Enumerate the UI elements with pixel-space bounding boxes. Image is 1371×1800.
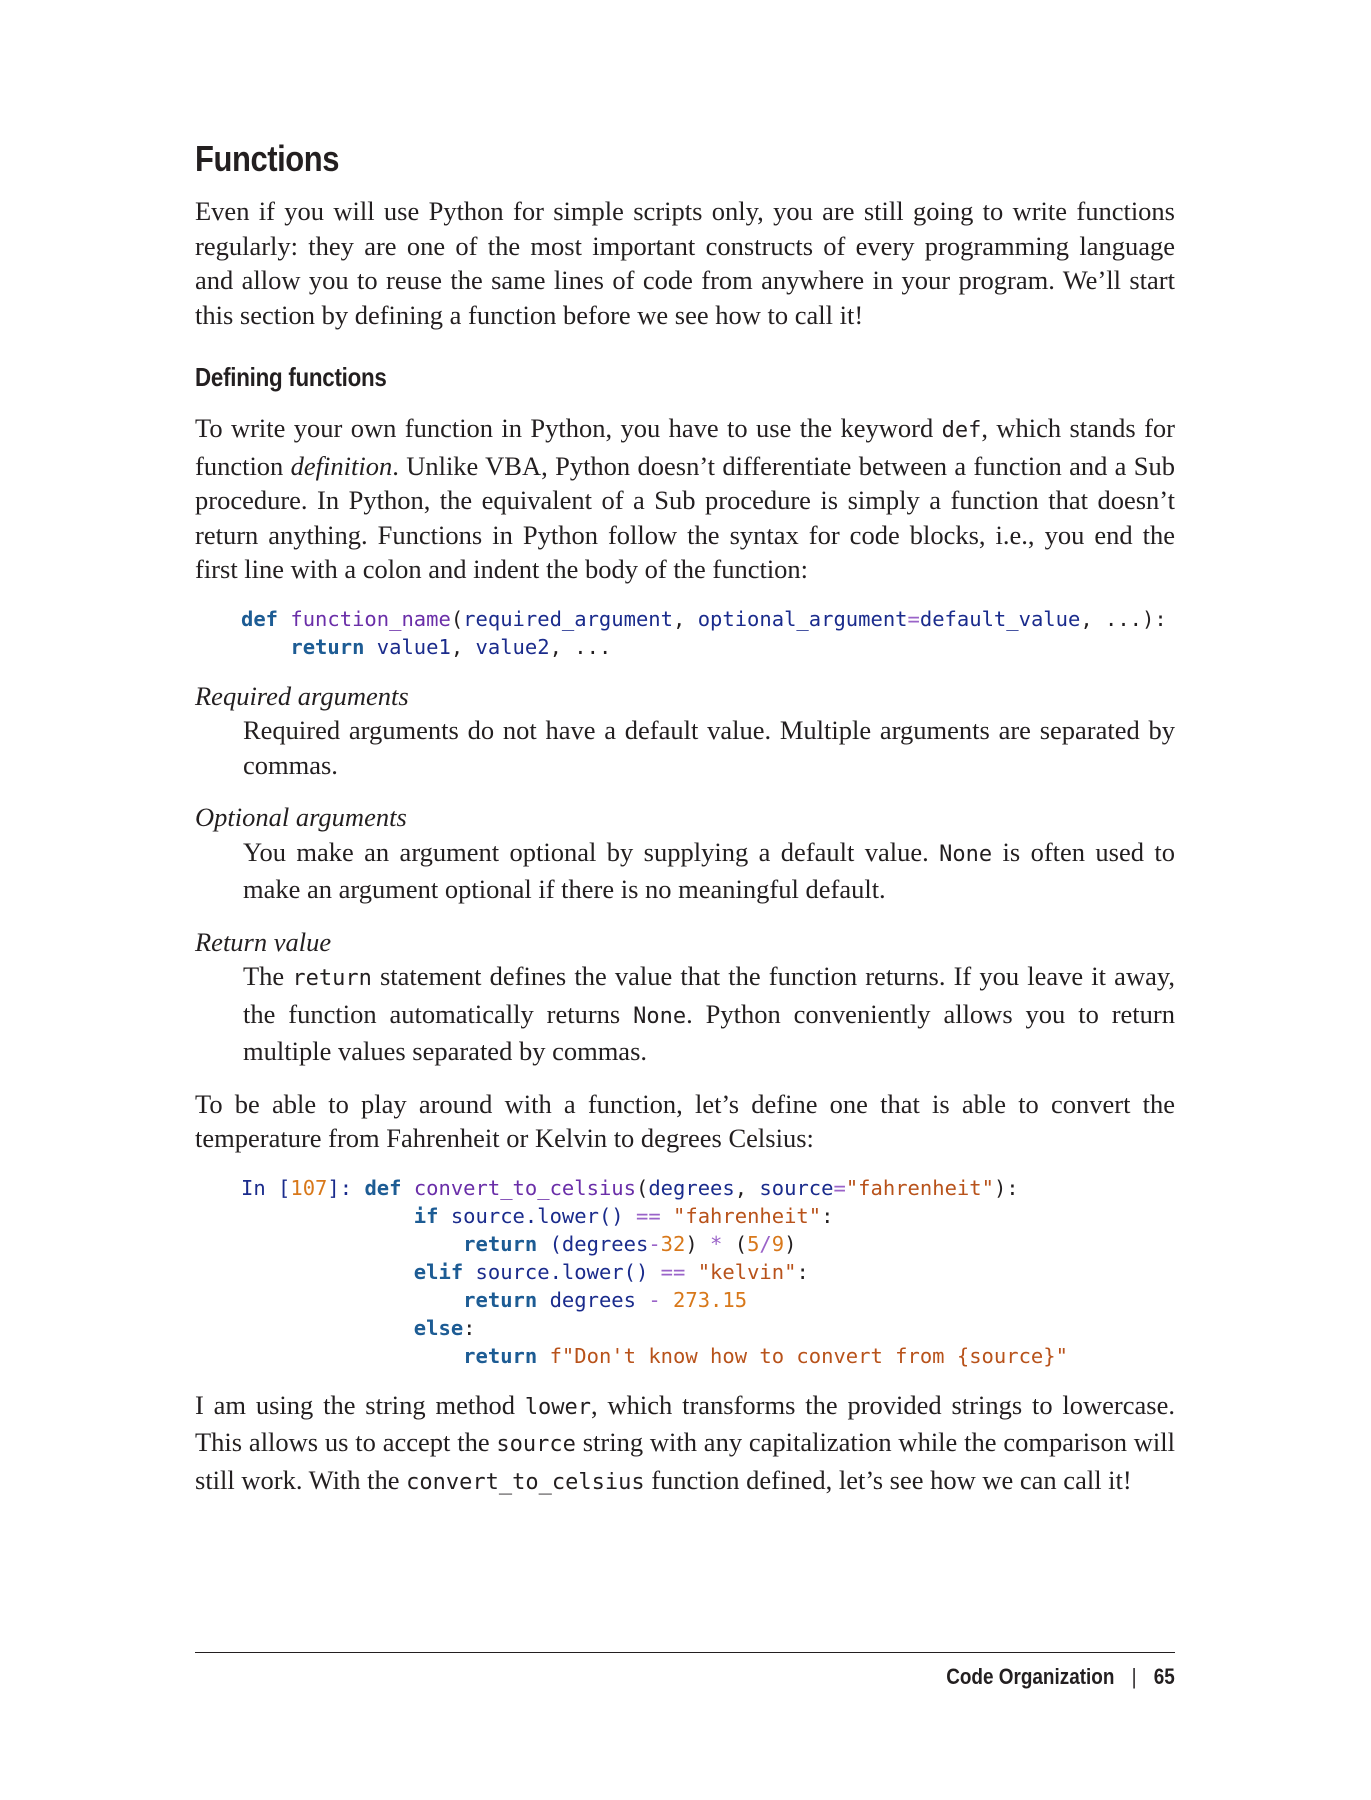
code-token: value2 — [475, 634, 550, 659]
footer-separator: | — [1131, 1664, 1137, 1689]
code-token: return — [463, 1231, 538, 1256]
code-token: source — [450, 1203, 525, 1228]
code-token: / — [759, 1231, 772, 1256]
text: statement defines the value that the function returns. If you leave it away, the function automatically returns — [243, 961, 1175, 1029]
code-token: ( — [635, 1175, 649, 1200]
code-token: ( — [450, 606, 464, 631]
code-token: ... — [574, 634, 612, 659]
emphasis: definition — [290, 450, 393, 481]
syntax-code-block — [241, 605, 1175, 661]
inline-code: lower — [524, 1394, 592, 1420]
inline-code: None — [939, 841, 993, 867]
section-heading: Functions — [195, 138, 340, 179]
code-token: - — [648, 1231, 661, 1256]
code-token: 273.15 — [673, 1287, 748, 1312]
code-token: ): — [993, 1175, 1019, 1200]
code-token: : — [463, 1315, 476, 1340]
code-token: .lower() — [524, 1203, 636, 1228]
def-paragraph — [195, 411, 1175, 587]
code-token: = — [833, 1175, 846, 1200]
inline-code: return — [292, 966, 372, 991]
page-footer — [946, 1664, 1175, 1690]
code-token: , — [549, 634, 575, 659]
inline-code: source — [496, 1432, 576, 1457]
subsection-heading: Defining functions — [195, 362, 387, 392]
text: . Unlike VBA, Python doesn’t differentiate between a function and a Sub procedure. In Python, the equivalent of a Sub procedure is simply a function that doesn’t return anything. Functions in Python follow the syntax for code blocks, i.e., you end the first line with a colon and indent the body of the function: — [195, 450, 1175, 584]
code-token: ): — [1142, 606, 1167, 631]
code-token: 107 — [290, 1175, 328, 1200]
code-token: * — [710, 1231, 723, 1256]
code-token: f"Don't know how to convert from {source}" — [549, 1343, 1068, 1368]
code-token: required_argument — [463, 606, 673, 631]
text: You make an argument optional by supplying a default value. — [243, 836, 940, 867]
desc-required-arguments: Required arguments do not have a default value. Multiple arguments are separated by commas. — [243, 715, 1175, 780]
text: , which transforms the provided strings to lowercase. This allows us to accept the — [195, 1389, 1175, 1457]
code-token: ]: — [327, 1175, 365, 1200]
code-token: if — [413, 1203, 439, 1228]
code-token: "kelvin" — [697, 1259, 797, 1284]
code-token: 5 — [747, 1231, 760, 1256]
code-token: ... — [1105, 606, 1143, 631]
text: is often used to make an argument optional if there is no meaningful default. — [243, 836, 1176, 904]
text: string with any capitalization while the comparison will still work. With the — [195, 1427, 1175, 1495]
final-paragraph — [195, 1388, 1175, 1501]
code-token: : — [796, 1259, 809, 1284]
code-token: source — [475, 1259, 550, 1284]
desc-optional-arguments — [243, 835, 1175, 907]
code-token: == — [635, 1203, 661, 1228]
code-token: return — [290, 634, 365, 659]
code-token: , — [734, 1175, 760, 1200]
code-token: convert_to_celsius — [413, 1175, 636, 1200]
code-token: - — [648, 1287, 661, 1312]
term-optional-arguments: Optional arguments — [195, 802, 407, 832]
inline-code: None — [633, 1003, 687, 1029]
code-token: "fahrenheit" — [845, 1175, 994, 1200]
page-body — [195, 138, 1175, 1500]
code-token: degrees — [648, 1175, 735, 1200]
code-token: == — [660, 1259, 686, 1284]
desc-return-value — [243, 959, 1175, 1069]
code-token: : — [821, 1203, 834, 1228]
code-token: , — [673, 606, 698, 631]
code-token: .lower() — [549, 1259, 661, 1284]
footer-divider — [195, 1652, 1175, 1653]
code-token: else — [413, 1315, 464, 1340]
definition-list — [195, 679, 1175, 1069]
text: . Python conveniently allows you to return multiple values separated by commas. — [243, 998, 1175, 1066]
text: function defined, let’s see how we can call it! — [644, 1464, 1132, 1495]
code-token: value1 — [376, 634, 451, 659]
celsius-code-block — [241, 1174, 1175, 1370]
code-token: elif — [413, 1259, 464, 1284]
text: To write your own function in Python, you have to use the keyword — [195, 413, 942, 443]
code-token: ( — [722, 1231, 748, 1256]
convert-paragraph: To be able to play around with a function, let’s define one that is able to convert the temperature from Fahrenheit or Kelvin to degrees Celsius: — [195, 1088, 1175, 1153]
code-token: = — [907, 606, 920, 631]
code-token: 9 — [771, 1231, 785, 1256]
code-token: 32 — [660, 1231, 686, 1256]
code-token: ) — [685, 1231, 711, 1256]
text: , which stands for function — [195, 413, 1175, 481]
intro-paragraph: Even if you will use Python for simple scripts only, you are still going to write functions regularly: they are one of the most important constructs of every programming language and allow you to reuse the same lines of code from anywhere in your program. We’ll start this section by defining a function before we see how to call it! — [195, 196, 1175, 330]
code-token: ) — [784, 1231, 797, 1256]
code-token: return — [463, 1287, 538, 1312]
page-number: 65 — [1153, 1664, 1175, 1689]
term-required-arguments: Required arguments — [195, 680, 409, 711]
inline-code: def — [941, 418, 982, 443]
code-token: "fahrenheit" — [673, 1203, 822, 1228]
code-token: source — [759, 1175, 834, 1200]
term-return-value: Return value — [195, 926, 332, 957]
code-token: In [ — [241, 1175, 291, 1200]
code-token: function_name — [290, 606, 451, 631]
code-token: optional_argument — [697, 606, 908, 631]
code-token: , — [450, 634, 476, 659]
code-token: default_value — [919, 606, 1081, 631]
code-token: , — [1080, 606, 1105, 631]
code-token: def — [364, 1175, 402, 1200]
footer-section-title: Code Organization — [946, 1664, 1115, 1689]
text: I am using the string method — [195, 1389, 525, 1420]
text: The — [243, 961, 293, 991]
code-token: return — [463, 1343, 538, 1368]
inline-code: convert_to_celsius — [406, 1469, 645, 1495]
code-token: degrees — [549, 1287, 636, 1312]
code-token: def — [241, 606, 279, 631]
code-token: (degrees — [537, 1231, 649, 1256]
